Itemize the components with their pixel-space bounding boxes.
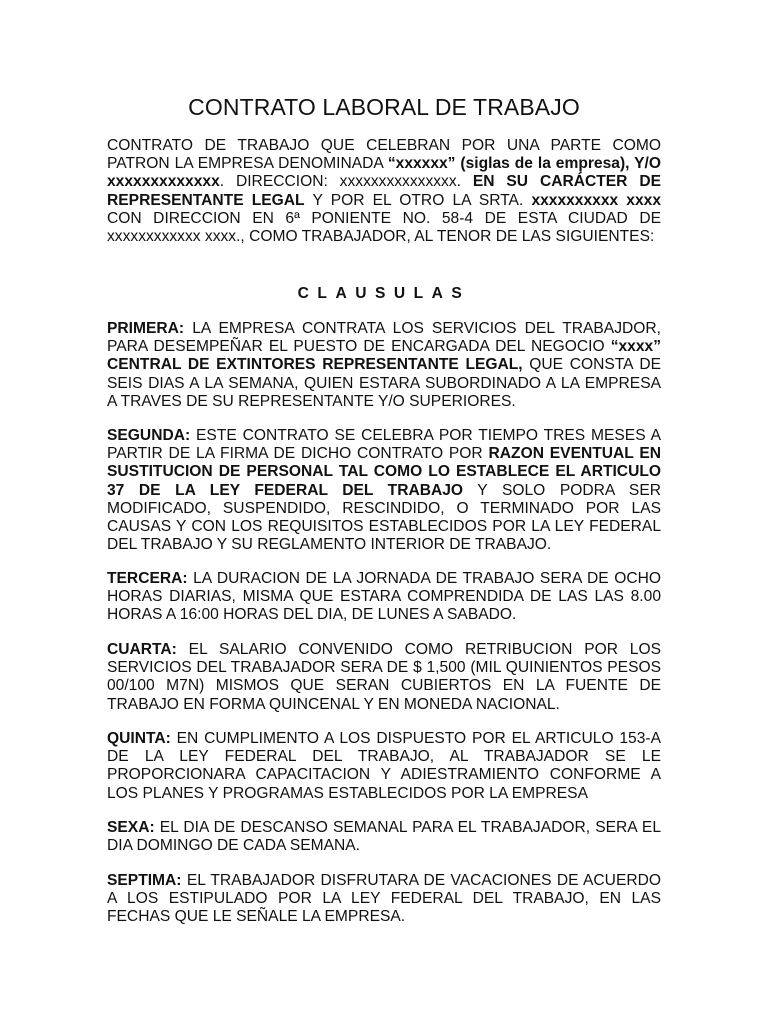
clause-text: LA DURACION DE LA JORNADA DE TRABAJO SERA DE OCHO HORAS DIARIAS, MISMA QUE ESTARA COMPRENDIDA DE LAS LAS 8.00 HORAS A 16:00 HORAS DEL DIA, DE LUNES A SABADO. [107,570,661,624]
clause-label: SEXA: [107,819,155,836]
clause-septima [107,872,661,927]
clause-label: SEPTIMA: [107,872,182,889]
clause-text: LA EMPRESA CONTRATA LOS SERVICIOS DEL TRABAJDOR, PARA DESEMPEÑAR EL PUESTO DE ENCARGADA DEL NEGOCIO [107,320,661,356]
legal-representative-text: EN SU CARÁCTER DE REPRESENTANTE LEGAL [107,173,661,209]
clause-quinta [107,730,661,803]
clause-label: SEGUNDA: [107,427,191,444]
intro-paragraph [107,137,661,246]
clause-tercera [107,570,661,625]
intro-text-1: CONTRATO DE TRABAJO QUE CELEBRAN POR UNA PARTE COMO PATRON LA EMPRESA DENOMINADA [107,137,661,173]
clause-text: QUE CONSTA DE SEIS DIAS A LA SEMANA, QUIEN ESTARA SUBORDINADO A LA EMPRESA A TRAVES DE SU REPRESENTANTE Y/O SUPERIORES. [107,356,661,410]
clause-text: EL TRABAJADOR DISFRUTARA DE VACACIONES DE ACUERDO A LOS ESTIPULADO POR LA LEY FEDERAL DEL TRABAJO, EN LAS FECHAS QUE LE SEÑALE LA EMPRESA. [107,872,661,926]
intro-text-3: Y POR EL OTRO LA SRTA. [304,191,532,209]
clause-text: ESTE CONTRATO SE CELEBRA POR TIEMPO TRES MESES A PARTIR DE LA FIRMA DE DICHO CONTRATO POR [107,427,661,463]
clause-segunda [107,427,661,554]
clause-bold-text: RAZON EVENTUAL EN SUSTITUCION DE PERSONAL TAL COMO LO ESTABLECE EL ARTICULO 37 DE LA LEY FEDERAL DEL TRABAJO [107,445,661,499]
clause-text: EL SALARIO CONVENIDO COMO RETRIBUCION POR LOS SERVICIOS DEL TRABAJADOR SERA DE $ 1,500 (MIL QUINIENTOS PESOS 00/100 M7N) MISMOS QUE SERAN CUBIERTOS EN LA FUENTE DE TRABAJO EN FORMA QUINCENAL Y EN MONEDA NACIONAL. [107,641,661,713]
clausulas-heading: CLAUSULAS [297,285,471,302]
intro-text-2: . DIRECCION: xxxxxxxxxxxxxxx. [219,173,473,191]
clause-text: EL DIA DE DESCANSO SEMANAL PARA EL TRABAJADOR, SERA EL DIA DOMINGO DE CADA SEMANA. [107,819,661,855]
clause-sexa [107,819,661,855]
page-title: CONTRATO LABORAL DE TRABAJO [188,94,580,120]
clause-primera [107,320,661,411]
clause-label: PRIMERA: [107,320,185,337]
intro-text-4: CON DIRECCION EN 6ª PONIENTE NO. 58-4 DE ESTA CIUDAD DE xxxxxxxxxxxx xxxx., COMO TRABAJADOR, AL TENOR DE LAS SIGUIENTES: [107,209,661,246]
clause-cuarta [107,641,661,714]
clause-text: Y SOLO PODRA SER MODIFICADO, SUSPENDIDO, RESCINDIDO, O TERMINADO POR LAS CAUSAS Y CON LOS REQUISITOS ESTABLECIDOS POR LA LEY FEDERAL DEL TRABAJO Y SU REGLAMENTO INTERIOR DE TRABAJO. [107,481,661,554]
clause-label: QUINTA: [107,730,171,747]
clause-text: EN CUMPLIMENTO A LOS DISPUESTO POR EL ARTICULO 153-A DE LA LEY FEDERAL DEL TRABAJO, AL TRABAJADOR SE LE PROPORCIONARA CAPACITACION Y ADIESTRAMIENTO CONFORME A LOS PLANES Y PROGRAMAS ESTABLECIDOS POR LA EMPRESA [107,730,661,802]
clause-bold-text: “xxxx” CENTRAL DE EXTINTORES REPRESENTANTE LEGAL, [107,338,661,374]
clause-label: TERCERA: [107,570,188,587]
employee-name: xxxxxxxxxx xxxx [531,191,661,209]
company-name: “xxxxxx” (siglas de la empresa), Y/O xxxxxxxxxxxxx [107,155,661,191]
clause-label: CUARTA: [107,641,177,658]
